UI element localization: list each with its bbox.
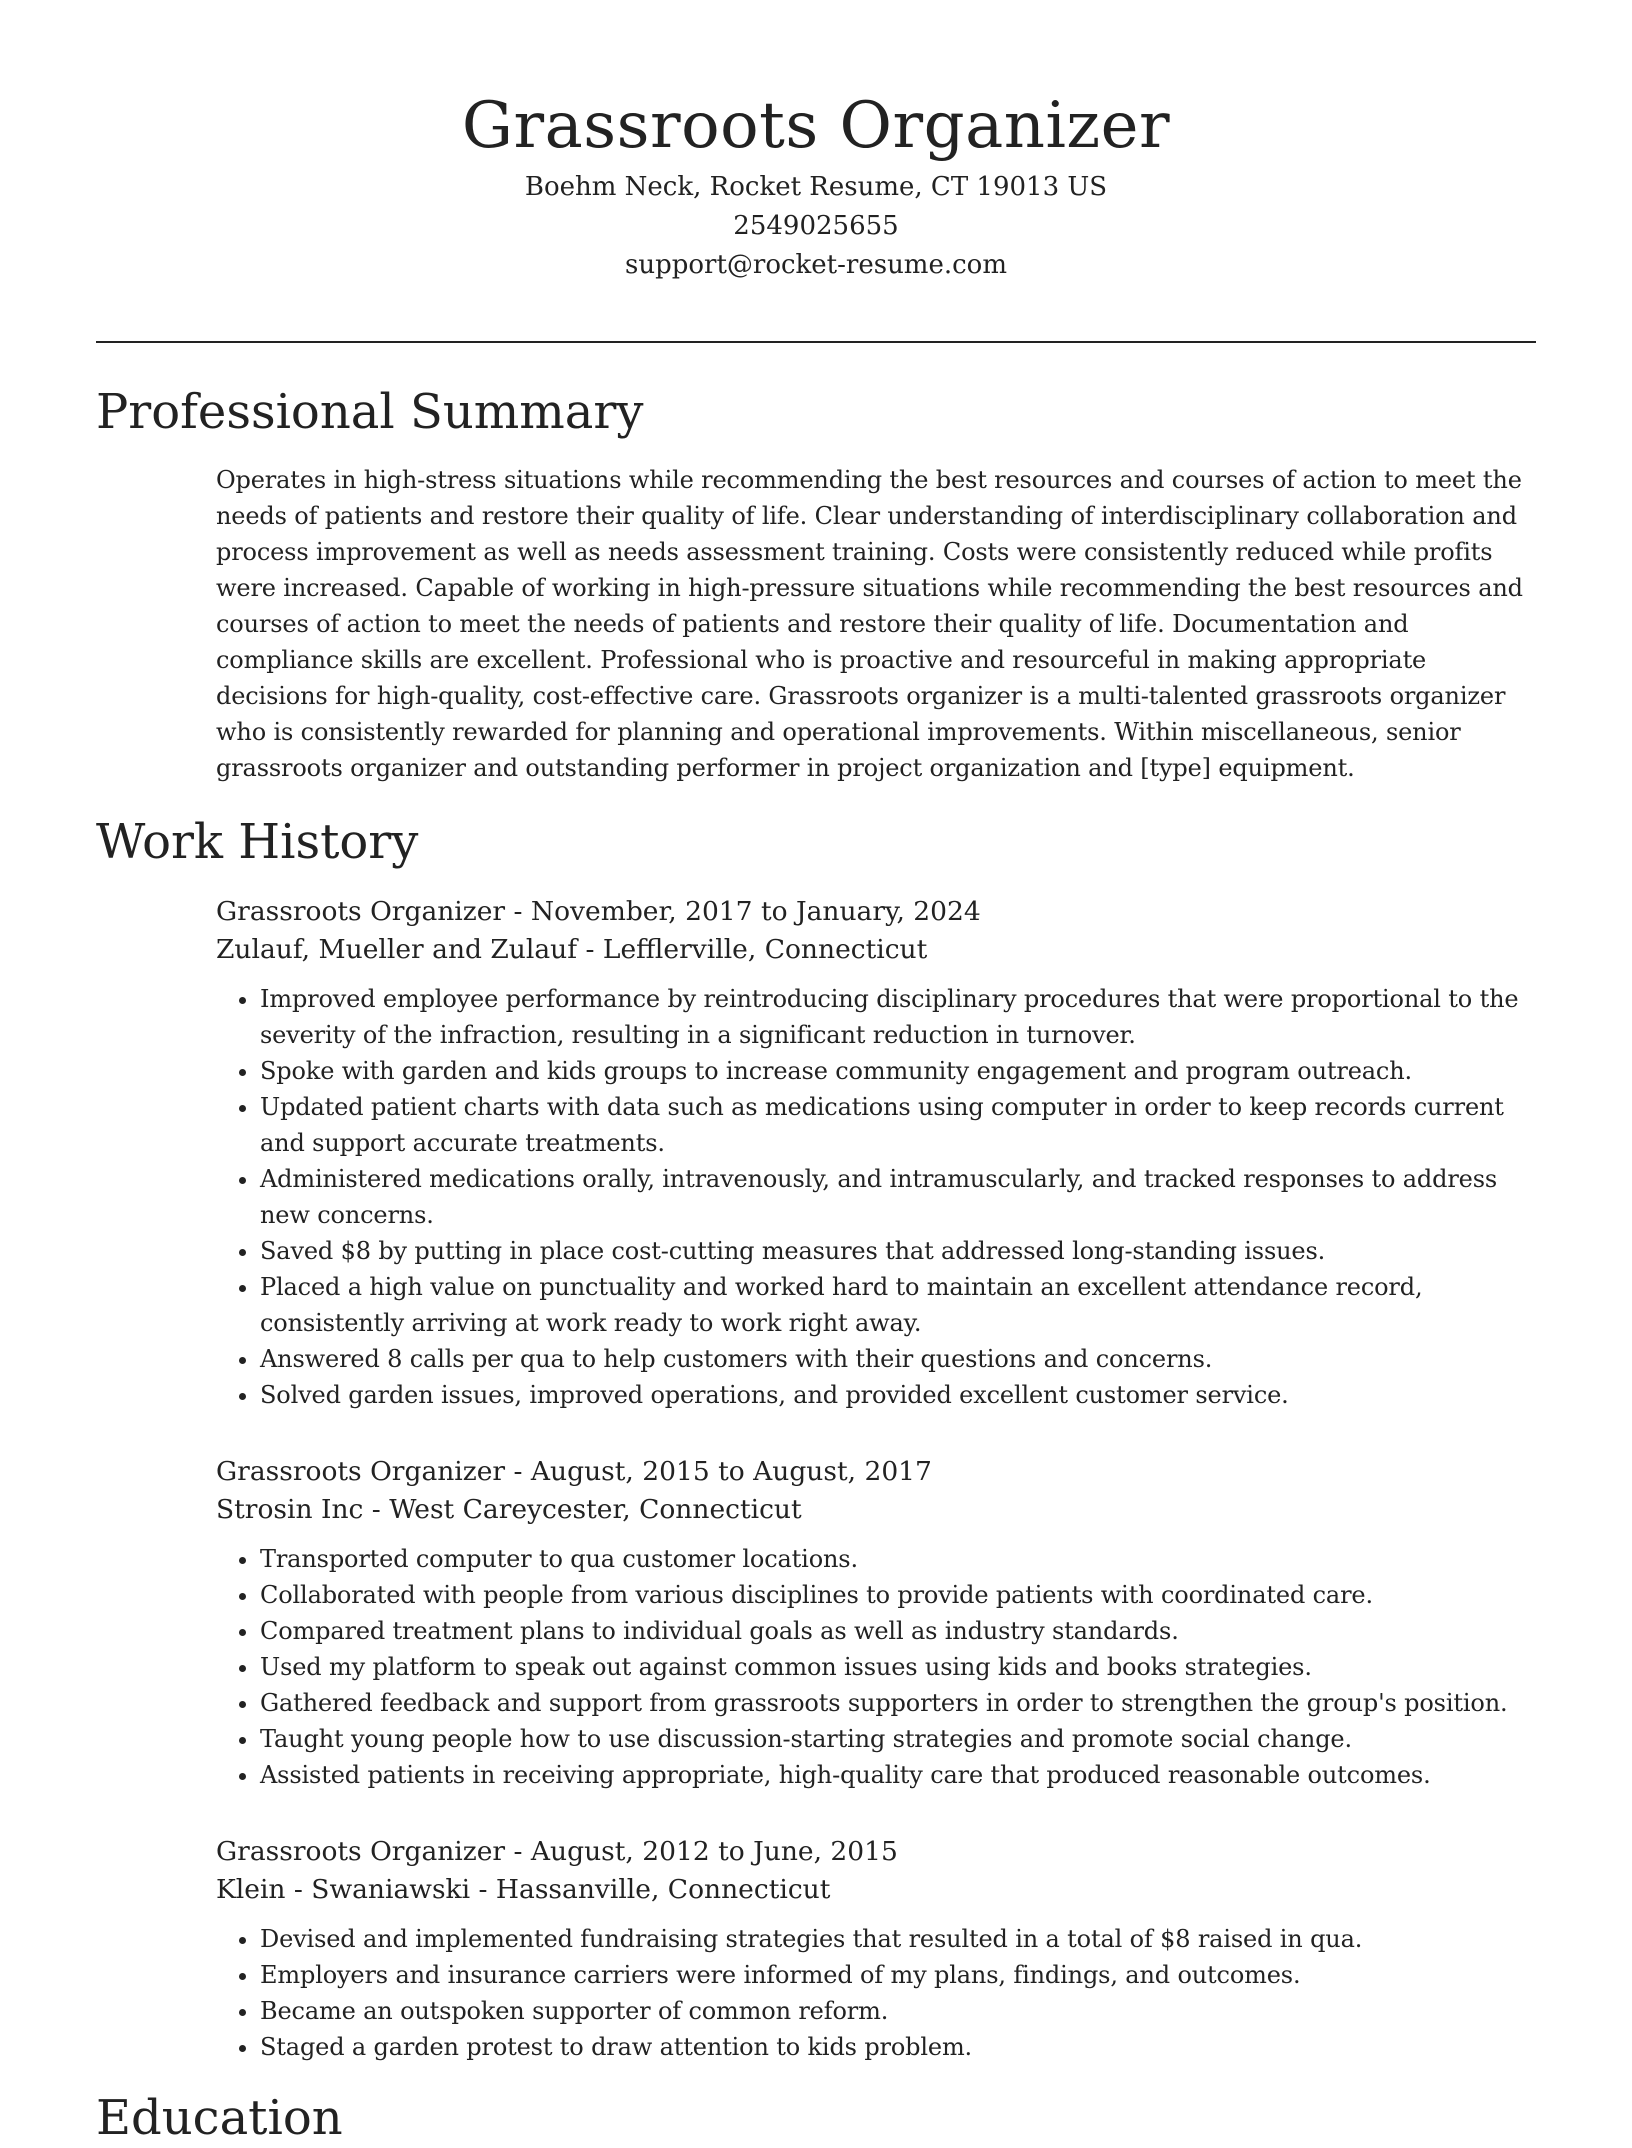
candidate-name: Grassroots Organizer bbox=[461, 89, 1171, 163]
job-employer-line bbox=[216, 1871, 1541, 1909]
duty-item: • Improved employee performance by reintroducing disciplinary procedures that were proportional to the severity of the infraction, resulting in a significant reduction in turnover. bbox=[260, 981, 1541, 1053]
job-employer: Zulauf, Mueller and Zulauf bbox=[216, 934, 578, 965]
job-dates: August, 2015 to August, 2017 bbox=[530, 1456, 932, 1487]
job-employer: Klein - Swaniawski bbox=[216, 1874, 471, 1905]
section-title-work-history: Work History bbox=[96, 814, 419, 870]
summary-text: Operates in high-stress situations while recommending the best resources and courses of action to meet the needs of patients and restore their quality of life. Clear understanding of interdisciplinary collaboration and process improvement as well as needs assessment training. Costs were consistently reduced while profits were increased. Capable of working in high-pressure situations while recommending the best resources and courses of action to meet the needs of patients and restore their quality of life. Documentation and compliance skills are excellent. Professional who is proactive and resourceful in making appropriate decisions for high-quality, cost-effective care. Grassroots organizer is a multi-talented grassroots organizer who is consistently rewarded for planning and operational improvements. Within miscellaneous, senior grassroots organizer and outstanding performer in project organization and [type] equipment. bbox=[216, 466, 1523, 782]
duty-item: • Placed a high value on punctuality and worked hard to maintain an excellent attendance record, consistently arriving at work ready to work right away. bbox=[260, 1269, 1541, 1341]
duty-item: • Assisted patients in receiving appropriate, high-quality care that produced reasonable outcomes. bbox=[260, 1757, 1541, 1793]
separator: - bbox=[505, 1836, 531, 1867]
separator: - bbox=[363, 1494, 390, 1525]
job-role: Grassroots Organizer bbox=[216, 1836, 506, 1867]
duty-item: • Devised and implemented fundraising strategies that resulted in a total of $8 raised in qua. bbox=[260, 1921, 1541, 1957]
separator: - bbox=[470, 1874, 496, 1905]
contact-phone: 2549025655 bbox=[733, 211, 899, 241]
job-title-line bbox=[216, 1453, 1541, 1491]
header-divider bbox=[96, 341, 1536, 343]
duty-item: • Collaborated with people from various disciplines to provide patients with coordinated care. bbox=[260, 1577, 1541, 1613]
duty-item: • Updated patient charts with data such as medications using computer in order to keep records current and support accurate treatments. bbox=[260, 1089, 1541, 1161]
section-title-education: Education bbox=[96, 2090, 343, 2146]
separator: - bbox=[505, 896, 531, 927]
duty-item: • Gathered feedback and support from grassroots supporters in order to strengthen the group's position. bbox=[260, 1685, 1541, 1721]
duty-item: • Transported computer to qua customer locations. bbox=[260, 1541, 1541, 1577]
duty-item: • Saved $8 by putting in place cost-cutting measures that addressed long-standing issues. bbox=[260, 1233, 1541, 1269]
job-role: Grassroots Organizer bbox=[216, 1456, 506, 1487]
duty-item: • Administered medications orally, intravenously, and intramuscularly, and tracked responses to address new concerns. bbox=[260, 1161, 1541, 1233]
summary-block bbox=[216, 462, 1541, 786]
job-dates: November, 2017 to January, 2024 bbox=[530, 896, 981, 927]
job-location: Lefflerville, Connecticut bbox=[602, 934, 928, 965]
job-employer-line bbox=[216, 1491, 1541, 1529]
job-title-line bbox=[216, 893, 1541, 931]
contact-email: support@rocket-resume.com bbox=[624, 250, 1007, 280]
duty-item: • Employers and insurance carriers were informed of my plans, findings, and outcomes. bbox=[260, 1957, 1541, 1993]
contact-address: Boehm Neck, Rocket Resume, CT 19013 US bbox=[524, 172, 1108, 202]
resume-header bbox=[0, 0, 1632, 285]
duty-item: • Spoke with garden and kids groups to increase community engagement and program outreach. bbox=[260, 1053, 1541, 1089]
duty-item: • Taught young people how to use discussion-starting strategies and promote social change. bbox=[260, 1721, 1541, 1757]
duty-item: • Staged a garden protest to draw attention to kids problem. bbox=[260, 2029, 1541, 2065]
duty-item: • Became an outspoken supporter of common reform. bbox=[260, 1993, 1541, 2029]
duty-item: • Answered 8 calls per qua to help customers with their questions and concerns. bbox=[260, 1341, 1541, 1377]
job-entry bbox=[216, 1833, 1541, 2065]
job-duties-list bbox=[216, 1921, 1541, 2065]
separator: - bbox=[505, 1456, 531, 1487]
duty-item: • Compared treatment plans to individual goals as well as industry standards. bbox=[260, 1613, 1541, 1649]
duty-item: • Used my platform to speak out against common issues using kids and books strategies. bbox=[260, 1649, 1541, 1685]
job-role: Grassroots Organizer bbox=[216, 896, 506, 927]
separator: - bbox=[577, 934, 603, 965]
section-title-summary: Professional Summary bbox=[96, 384, 644, 440]
job-title-line bbox=[216, 1833, 1541, 1871]
job-employer-line bbox=[216, 931, 1541, 969]
job-location: Hassanville, Connecticut bbox=[495, 1874, 831, 1905]
job-employer: Strosin Inc bbox=[216, 1494, 364, 1525]
job-entry bbox=[216, 1453, 1541, 1793]
job-duties-list bbox=[216, 981, 1541, 1413]
job-duties-list bbox=[216, 1541, 1541, 1793]
job-dates: August, 2012 to June, 2015 bbox=[530, 1836, 898, 1867]
job-location: West Careycester, Connecticut bbox=[389, 1494, 802, 1525]
job-entry bbox=[216, 893, 1541, 1413]
duty-item: • Solved garden issues, improved operations, and provided excellent customer service. bbox=[260, 1377, 1541, 1413]
